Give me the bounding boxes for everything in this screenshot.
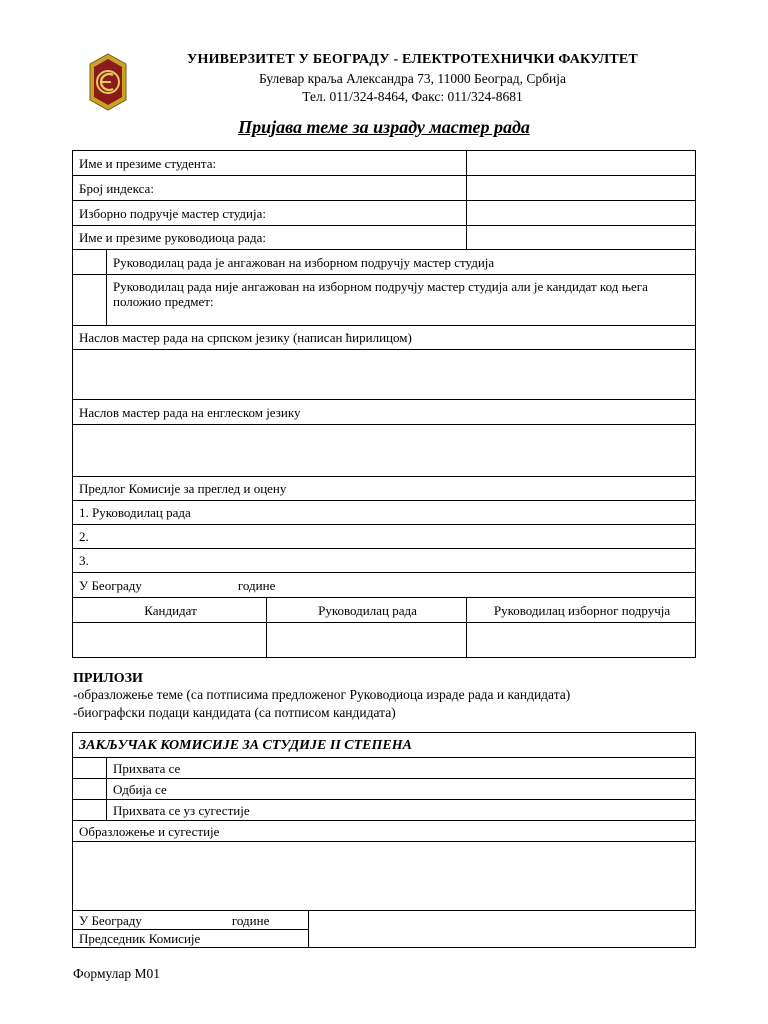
- accepted-with-suggestions-label: Прихвата се уз сугестије: [107, 800, 696, 821]
- place-date-row[interactable]: [73, 573, 696, 598]
- signature-field-supervisor[interactable]: [267, 623, 467, 658]
- explanation-label: Образложење и сугестије: [73, 821, 696, 842]
- student-name-label: Име и презиме студента:: [73, 151, 467, 176]
- place-label: У Београду: [79, 912, 142, 928]
- rejected-checkbox[interactable]: [73, 779, 107, 800]
- signature-header-area-head: Руководилац изборног подручја: [467, 598, 696, 623]
- accepted-with-suggestions-checkbox[interactable]: [73, 800, 107, 821]
- committee-member-2-field[interactable]: 2.: [73, 525, 696, 549]
- supervisor-engaged-checkbox[interactable]: [73, 250, 107, 275]
- supervisor-not-engaged-checkbox[interactable]: [73, 275, 107, 326]
- index-number-label: Број индекса:: [73, 176, 467, 201]
- accepted-checkbox[interactable]: [73, 758, 107, 779]
- signature-field-candidate[interactable]: [73, 623, 267, 658]
- institution-contact: Тел. 011/324-8464, Факс: 011/324-8681: [302, 89, 523, 104]
- study-area-label: Изборно подручје мастер студија:: [73, 201, 467, 226]
- accepted-label: Прихвата се: [107, 758, 696, 779]
- supervisor-name-field[interactable]: [467, 226, 696, 250]
- place-label: У Београду: [79, 577, 142, 593]
- signature-header-candidate: Кандидат: [73, 598, 267, 623]
- title-serbian-label: Наслов мастер рада на српском језику (написан ћирилицом): [73, 326, 696, 350]
- form-title: Пријава теме за израду мастер рада: [238, 117, 530, 137]
- study-area-field[interactable]: [467, 201, 696, 226]
- explanation-field[interactable]: [73, 842, 696, 911]
- institution-address: Булевар краља Александра 73, 11000 Београд, Србија: [258, 71, 566, 86]
- signature-header-supervisor: Руководилац рада: [267, 598, 467, 623]
- supervisor-name-label: Име и презиме руководиоца рада:: [73, 226, 467, 250]
- title-english-field[interactable]: [73, 425, 696, 477]
- supervisor-not-engaged-label: Руководилац рада није ангажован на изборном подручју мастер студија али је кандидат код њега положио предмет:: [107, 275, 696, 326]
- institution-name: УНИВЕРЗИТЕТ У БЕОГРАДУ - ЕЛЕКТРОТЕХНИЧКИ ФАКУЛТЕТ: [187, 52, 638, 67]
- application-form-table: [72, 150, 696, 658]
- title-serbian-field[interactable]: [73, 350, 696, 400]
- attachments-heading: ПРИЛОЗИ: [73, 671, 143, 686]
- conclusion-heading: ЗАКЉУЧАК КОМИСИЈЕ ЗА СТУДИЈЕ II СТЕПЕНА: [73, 733, 696, 758]
- index-number-field[interactable]: [467, 176, 696, 201]
- chair-signature-field[interactable]: [309, 911, 696, 948]
- signature-field-area-head[interactable]: [467, 623, 696, 658]
- committee-member-1-field[interactable]: 1. Руководилац рада: [73, 501, 696, 525]
- year-label: године: [237, 577, 276, 593]
- title-english-label: Наслов мастер рада на енглеском језику: [73, 400, 696, 425]
- committee-proposal-label: Предлог Комисије за преглед и оцену: [73, 477, 696, 501]
- student-name-field[interactable]: [467, 151, 696, 176]
- attachment-item: -биографски подаци кандидата (са потписом кандидата): [73, 705, 396, 720]
- committee-member-3-field[interactable]: 3.: [73, 549, 696, 573]
- form-code: Формулар М01: [73, 966, 161, 981]
- supervisor-engaged-label: Руководилац рада је ангажован на изборном подручју мастер студија: [107, 250, 696, 275]
- attachment-item: -образложење теме (са потписима предложеног Руководиоца израде рада и кандидата): [73, 687, 571, 702]
- year-label: године: [231, 912, 270, 928]
- chair-label: Председник Комисије: [73, 930, 309, 948]
- rejected-label: Одбија се: [107, 779, 696, 800]
- conclusion-place-date-row[interactable]: [73, 911, 309, 930]
- committee-conclusion-table: [72, 732, 696, 948]
- university-logo: [86, 52, 130, 112]
